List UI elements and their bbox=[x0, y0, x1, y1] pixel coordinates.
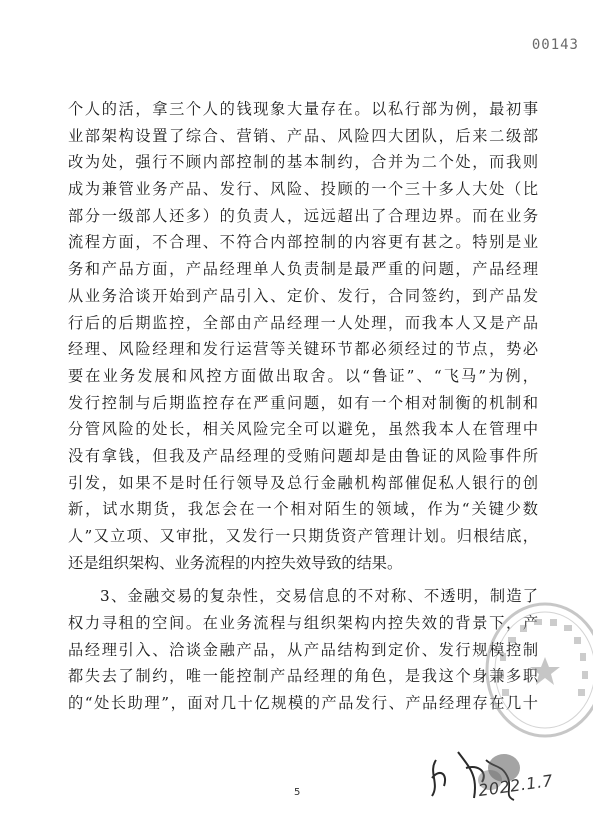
text-line: 改为处，强行不顾内部控制的基本制约，合并为二个处，而我则 bbox=[68, 153, 538, 172]
text-line: 务和产品方面，产品经理单人负责制是最严重的问题，产品经理 bbox=[68, 260, 538, 279]
text-line: 发行控制与后期监控存在严重问题，如有一个相对制衡的机制和 bbox=[68, 393, 538, 412]
text-line: 权力寻租的空间。在业务流程与组织架构内控失效的背景下，产 bbox=[68, 614, 538, 633]
text-line: 3、金融交易的复杂性，交易信息的不对称、不透明，制造了 bbox=[100, 587, 538, 606]
text-line: 经理、风险经理和发行运营等关键环节都必须经过的节点，势必 bbox=[68, 340, 538, 359]
text-line: 流程方面，不合理、不符合内部控制的内容更有甚之。特别是业 bbox=[68, 233, 538, 252]
text-line: 都失去了制约，唯一能控制产品经理的角色，是我这个身兼多职 bbox=[68, 667, 538, 686]
handwritten-date: 2022.1.7 bbox=[477, 770, 555, 801]
text-line: 新，试水期货，我怎会在一个相对陌生的领域，作为“关键少数 bbox=[68, 500, 538, 519]
text-line: 没有拿钱，但我及产品经理的受贿问题却是由鲁证的风险事件所 bbox=[68, 446, 538, 465]
text-line: 从业务洽谈开始到产品引入、定价、发行，合同签约，到产品发 bbox=[68, 286, 538, 305]
text-line: 业部架构设置了综合、营销、产品、风险四大团队，后来二级部 bbox=[68, 126, 538, 145]
text-line: 行后的后期监控，全部由产品经理一人处理，而我本人又是产品 bbox=[68, 313, 538, 332]
page-number: 5 bbox=[294, 787, 301, 798]
text-line: 引发，如果不是时任行领导及总行金融机构部催促私人银行的创 bbox=[68, 473, 538, 492]
text-line: 分管风险的处长，相关风险完全可以避免，虽然我本人在管理中 bbox=[68, 420, 538, 439]
text-line: 部分一级部人还多）的负责人，远远超出了合理边界。而在业务 bbox=[68, 206, 538, 225]
text-line: 成为兼管业务产品、发行、风险、投顾的一个三十多人大处（比 bbox=[68, 180, 538, 199]
official-seal bbox=[470, 595, 593, 745]
text-line: 要在业务发展和风控方面做出取舍。以“鲁证”、“飞马”为例， bbox=[68, 366, 538, 385]
text-line: 个人的活，拿三个人的钱现象大量存在。以私行部为例，最初事 bbox=[68, 100, 538, 118]
document-code: 00143 bbox=[531, 37, 579, 53]
text-line: 的“处长助理”，面对几十亿规模的产品发行、产品经理存在几十 bbox=[68, 694, 538, 713]
text-line: 还是组织架构、业务流程的内控失效导致的结果。 bbox=[68, 553, 403, 572]
document-body bbox=[68, 96, 538, 717]
text-line: 品经理引入、洽谈金融产品，从产品结构到定价、发行规模控制 bbox=[68, 640, 538, 659]
text-line: 人”又立项、又审批，又发行一只期货资产管理计划。归根结底， bbox=[68, 527, 538, 545]
